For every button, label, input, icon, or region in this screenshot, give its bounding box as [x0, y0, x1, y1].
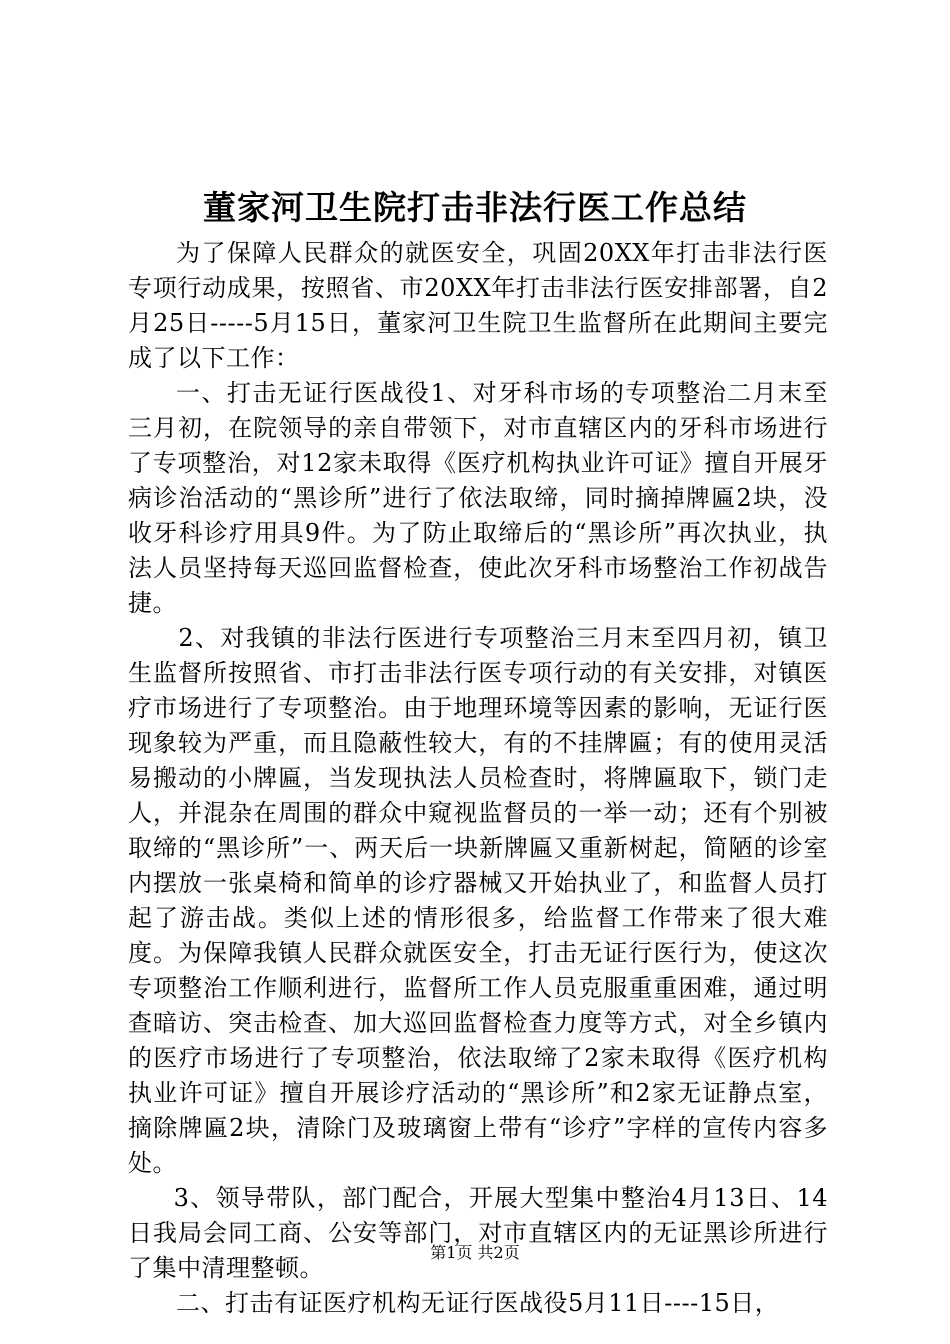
paragraph-intro: 为了保障人民群众的就医安全，巩固20XX年打击非法行医专项行动成果，按照省、市20XX年打击非法行医安排部署，自2月25日-----5月15日，董家河卫生院卫生监督所在此期间主要完成了以下工作：	[128, 239, 828, 372]
document-body	[128, 236, 828, 1321]
paragraph-section-2: 二、打击有证医疗机构无证行医战役5月11日----15日，	[176, 1289, 780, 1317]
paragraph-section-1-item-3: 3、领导带队，部门配合，开展大型集中整治4月13日、14日我局会同工商、公安等部门，对市直辖区内的无证黑诊所进行了集中清理整顿。	[128, 1184, 828, 1282]
paragraph-section-1-item-2: 2、对我镇的非法行医进行专项整治三月末至四月初，镇卫生监督所按照省、市打击非法行医专项行动的有关安排，对镇医疗市场进行了专项整治。由于地理环境等因素的影响，无证行医现象较为严重，而且隐蔽性较大，有的不挂牌匾；有的使用灵活易搬动的小牌匾，当发现执法人员检查时，将牌匾取下，锁门走人，并混杂在周围的群众中窥视监督员的一举一动；还有个别被取缔的“黑诊所”一、两天后一块新牌匾又重新树起，简陋的诊室内摆放一张桌椅和简单的诊疗器械又开始执业了，和监督人员打起了游击战。类似上述的情形很多，给监督工作带来了很大难度。为保障我镇人民群众就医安全，打击无证行医行为，使这次专项整治工作顺利进行，监督所工作人员克服重重困难，通过明查暗访、突击检查、加大巡回监督检查力度等方式，对全乡镇内的医疗市场进行了专项整治，依法取缔了2家未取得《医疗机构执业许可证》擅自开展诊疗活动的“黑诊所”和2家无证静点室，摘除牌匾2块，清除门及玻璃窗上带有“诊疗”字样的宣传内容多处。	[128, 624, 828, 1177]
document-title: 董家河卫生院打击非法行医工作总结	[203, 188, 747, 227]
page-footer: 第1页 共2页	[430, 1243, 520, 1262]
paragraph-section-1: 一、打击无证行医战役1、对牙科市场的专项整治二月末至三月初，在院领导的亲自带领下，对市直辖区内的牙科市场进行了专项整治，对12家未取得《医疗机构执业许可证》擅自开展牙病诊治活动的“黑诊所”进行了依法取缔，同时摘掉牌匾2块，没收牙科诊疗用具9件。为了防止取缔后的“黑诊所”再次执业，执法人员坚持每天巡回监督检查，使此次牙科市场整治工作初战告捷。	[128, 379, 828, 617]
